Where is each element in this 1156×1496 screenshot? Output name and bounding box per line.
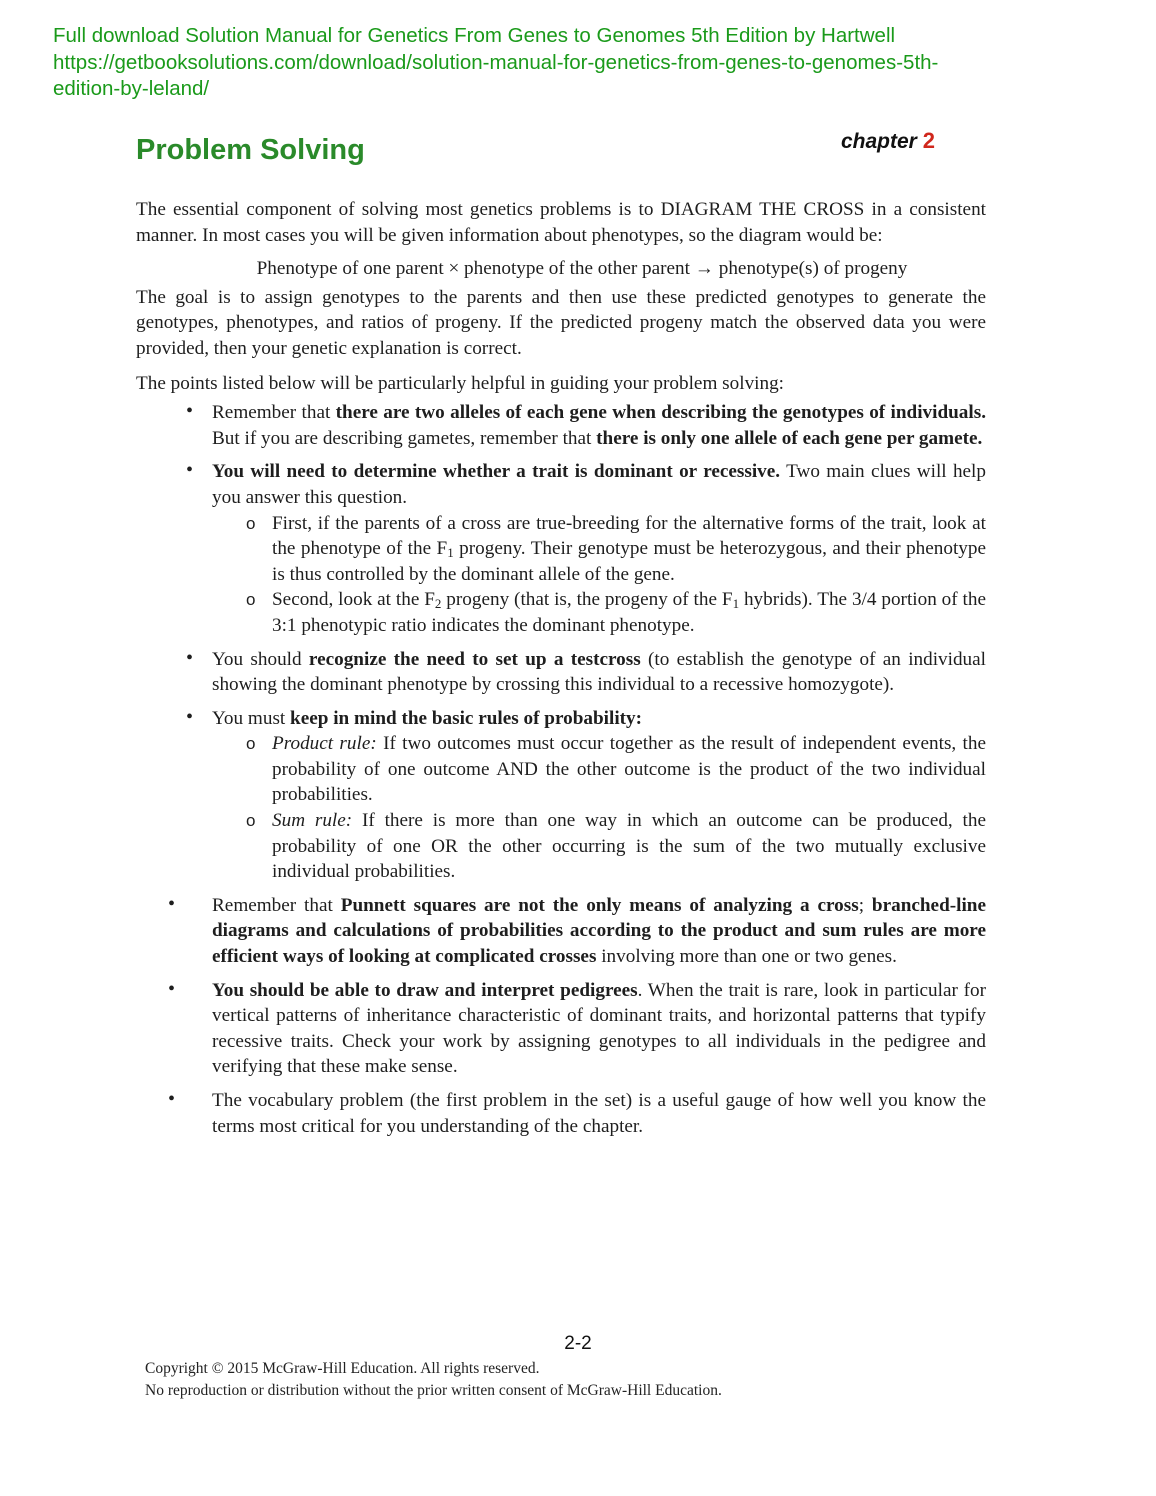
tip-punnett: • Remember that Punnett squares are not the only means of analyzing a cross; branched-line diagrams and calculations of probabilities according to the product and sum rules are more efficient ways of looking at complicated crosses involving more than one or two genes. [212, 893, 986, 970]
sum-rule: o Sum rule: If there is more than one way in which an outcome can be produced, the probability of one OR the other occurring is the sum of the two mutually exclusive individual probabilities. [272, 808, 986, 885]
page-number: 2-2 [564, 1333, 592, 1354]
tip-probability: • You must keep in mind the basic rules of probability: o Product rule: If two outcomes must occur together as the result of independent events, the probability of one outcome AND the other outcome is the product of the two individual probabilities. o Sum rule: If there is more than one way in which an outcome can be produced, the probability of one OR the other occurring is the sum of the two mutually exclusive individual probabilities. [212, 706, 986, 885]
product-rule: o Product rule: If two outcomes must occur together as the result of independent events, the probability of one outcome AND the other outcome is the product of the two individual probabilities. [272, 731, 986, 808]
intro-paragraph: The essential component of solving most genetics problems is to DIAGRAM THE CROSS in a consistent manner. In most cases you will be given information about phenotypes, so the diagram would be: [136, 199, 986, 246]
reproduction-notice: No reproduction or distribution without the prior written consent of McGraw-Hill Education. [145, 1381, 722, 1399]
copyright-footer [145, 1358, 722, 1401]
tip-dominance: • You will need to determine whether a trait is dominant or recessive. Two main clues will help you answer this question. o First, if the parents of a cross are true-breeding for the alternative forms of the trait, look at the phenotype of the $F_1$ progeny. Their genotype must be heterozygous, and their phenotype is thus controlled by the dominant allele of the gene. o Second, look at the $F_2$ progeny (that is, the progeny of the $F_1$ hybrids). The 3/4 portion of the 3:1 phenotypic ratio indicates the dominant phenotype. [212, 459, 986, 638]
clue-f2-progeny: o Second, look at the $F_2$ progeny (that is, the progeny of the $F_1$ hybrids). The 3/4 portion of the 3:1 phenotypic ratio indicates the dominant phenotype. [272, 587, 986, 638]
tip-alleles: • Remember that there are two alleles of each gene when describing the genotypes of individuals. But if you are describing gametes, remember that there is only one allele of each gene per gamete. [212, 400, 986, 451]
copyright-line: Copyright © 2015 McGraw-Hill Education. All rights reserved. [145, 1360, 540, 1377]
download-banner [53, 23, 1133, 103]
chapter-word: chapter [841, 130, 917, 153]
dominance-clues [212, 511, 986, 639]
points-intro: The points listed below will be particularly helpful in guiding your problem solving: [136, 372, 785, 394]
tip-testcross: • You should recognize the need to set up a testcross (to establish the genotype of an individual showing the dominant phenotype by crossing this individual to a recessive homozygote). [212, 647, 986, 698]
probability-rules [212, 731, 986, 885]
banner-title: Full download Solution Manual for Genetics From Genes to Genomes 5th Edition by Hartwell [53, 24, 896, 47]
tip-pedigrees: • You should be able to draw and interpret pedigrees. When the trait is rare, look in particular for vertical patterns of inheritance characteristic of dominant traits, and horizontal patterns that typify recessive traits. Check your work by assigning genotypes to all individuals in the pedigree and verifying that these make sense. [212, 978, 986, 1080]
goal-paragraph: The goal is to assign genotypes to the parents and then use these predicted genotypes to generate the genotypes, phenotypes, and ratios of progeny. If the predicted progeny match the observed data you were provided, then your genetic explanation is correct. [136, 286, 986, 359]
chapter-number: 2 [922, 128, 935, 153]
cross-formula: Phenotype of one parent × phenotype of the other parent → phenotype(s) of progeny [256, 258, 908, 280]
tips-list [136, 400, 986, 1139]
page-title: Problem Solving [136, 134, 365, 166]
main-content [136, 197, 986, 1147]
tip-vocabulary: • The vocabulary problem (the first problem in the set) is a useful gauge of how well you know the terms most critical for you understanding of the chapter. [212, 1088, 986, 1139]
banner-url-line-1[interactable]: https://getbooksolutions.com/download/solution-manual-for-genetics-from-genes-to-genomes-5th- [53, 50, 939, 74]
banner-url-line-2[interactable]: edition-by-leland/ [53, 77, 210, 100]
clue-f1-progeny: o First, if the parents of a cross are true-breeding for the alternative forms of the trait, look at the phenotype of the $F_1$ progeny. Their genotype must be heterozygous, and their phenotype is thus controlled by the dominant allele of the gene. [272, 511, 986, 588]
chapter-label [841, 128, 935, 154]
